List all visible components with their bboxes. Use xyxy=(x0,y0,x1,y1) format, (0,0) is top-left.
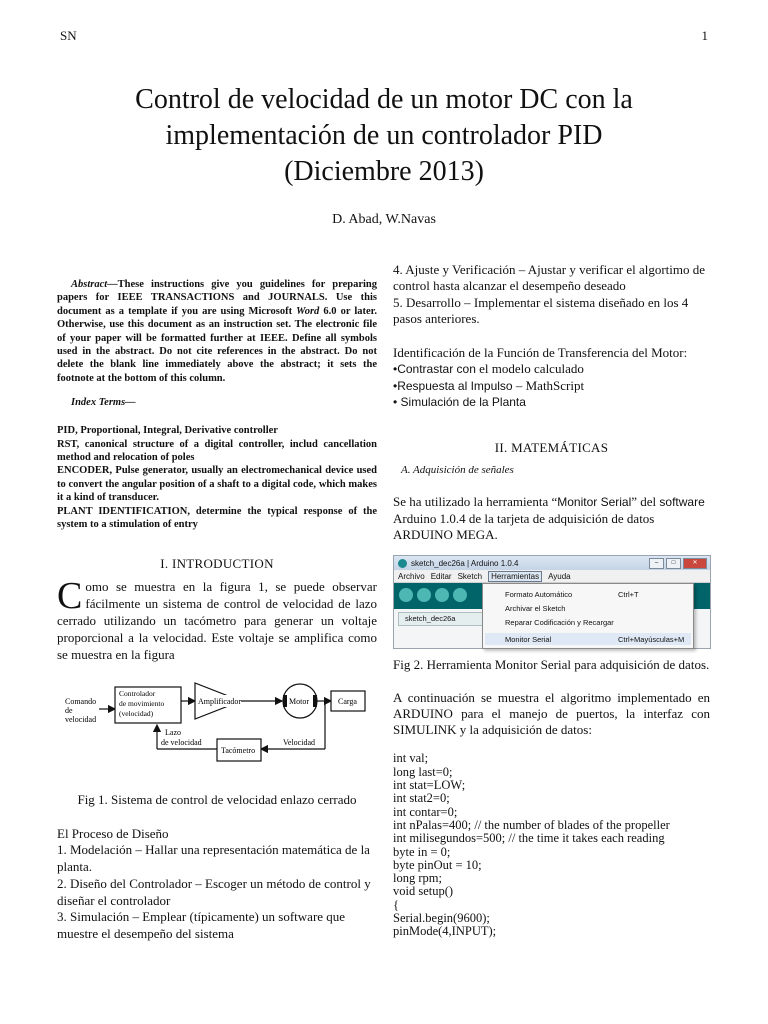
code-line: pinMode(4,INPUT); xyxy=(393,924,497,939)
code-listing xyxy=(393,752,710,938)
index-term: RST, canonical structure of a digital controller, includ cancellation method and relocation of poles xyxy=(57,438,377,464)
code-line: long last=0; xyxy=(393,764,453,779)
window-controls xyxy=(649,558,707,569)
identification-item: • Simulación de la Planta xyxy=(393,395,526,410)
code-line: byte in = 0; xyxy=(393,844,451,859)
section-heading-introduction: I. INTRODUCTION xyxy=(160,555,274,571)
minimize-icon: – xyxy=(649,558,664,569)
menu-herramientas: Herramientas xyxy=(488,571,542,582)
menu-sketch: Sketch xyxy=(457,571,483,581)
authors: D. Abad, W.Navas xyxy=(332,212,436,227)
code-line: int val; xyxy=(393,751,429,766)
page-number: 1 xyxy=(701,28,708,43)
code-line: int milisegundos=500; // the time it takes each reading xyxy=(393,831,665,846)
code-line: int stat2=0; xyxy=(393,791,450,806)
sketch-tab: sketch_dec26a xyxy=(398,612,484,626)
design-process-item: 1. Modelación – Hallar una representación matemática de la planta. xyxy=(57,842,370,875)
index-terms-label: Index Terms— xyxy=(71,397,136,409)
menu-ayuda: Ayuda xyxy=(548,571,571,581)
design-process-item: 3. Simulación – Emplear (típicamente) un software que muestre el desempeño del sistema xyxy=(57,909,346,942)
fig1-input-label-1: Comando xyxy=(65,696,97,706)
dropdown-shortcut: Ctrl+T xyxy=(618,590,639,600)
design-process-item: 2. Diseño del Controlador – Escoger un método de control y diseñar el controlador xyxy=(57,875,371,908)
dropdown-item-monitor-serial: Monitor Serial xyxy=(505,635,552,645)
running-header: SN xyxy=(60,28,77,43)
dropdown-shortcut: Ctrl+Mayúsculas+M xyxy=(618,635,685,645)
arduino-menu-bar xyxy=(394,570,710,583)
fig1-load-label: Carga xyxy=(338,696,357,706)
fig1-controller-label-1: Controlador xyxy=(119,688,156,698)
drop-cap: C xyxy=(57,574,83,617)
identification-list xyxy=(393,345,710,410)
design-step: 4. Ajuste y Verificación – Ajustar y verificar el algortimo de control hasta alcanzar el desempeño deseado xyxy=(393,262,706,294)
index-term: PLANT IDENTIFICATION, determine the typical response of the system to a stimulation of entry xyxy=(57,505,377,531)
figure-2-caption: Fig 2. Herramienta Monitor Serial para adquisición de datos. xyxy=(393,657,710,673)
section-heading-matematicas: II. MATEMÁTICAS xyxy=(494,440,609,456)
verify-icon xyxy=(399,588,413,602)
right-column xyxy=(393,262,710,939)
menu-editar: Editar xyxy=(430,571,452,581)
dropdown-item: Reparar Codificación y Recargar xyxy=(505,618,614,628)
open-icon xyxy=(453,588,467,602)
arduino-window-title: sketch_dec26a | Arduino 1.0.4 xyxy=(411,558,519,568)
index-terms xyxy=(57,424,377,531)
code-line: byte pinOut = 10; xyxy=(393,857,482,872)
identification-item: •Contrastar con el modelo calculado xyxy=(393,361,584,377)
code-line: int stat=LOW; xyxy=(393,778,466,793)
fig1-motor-label: Motor xyxy=(289,696,309,706)
title-line: implementación de un controlador PID xyxy=(165,120,603,151)
code-line: int nPalas=400; // the number of blades of the propeller xyxy=(393,817,670,832)
code-line: void setup() xyxy=(393,884,454,899)
figure-1-diagram xyxy=(57,677,377,786)
code-line: int contar=0; xyxy=(393,804,458,819)
abstract: Abstract—These instructions give you guidelines for preparing papers for IEEE TRANSACTIONS and JOURNALS. Use this document as a template if you are using Microsoft Word 6.0 or later. Otherwise, use this document as an instruction set. The electronic file of your paper will be formatted further at IEEE. Define all symbols used in the abstract. Do not cite references in the abstract. Do not delete the blank line immediately above the abstract; it sets the footnote at the bottom of this column. xyxy=(57,279,377,384)
fig1-controller-label-3: (velocidad) xyxy=(119,708,154,718)
herramientas-dropdown xyxy=(482,583,694,649)
fig1-input-label-3: velocidad xyxy=(65,714,97,724)
title-line: (Diciembre 2013) xyxy=(284,156,484,187)
fig1-loop-label-1: Lazo xyxy=(165,727,181,737)
title-line: Control de velocidad de un motor DC con la xyxy=(135,84,633,115)
subsection-heading: A. Adquisición de señales xyxy=(401,464,514,477)
code-line: long rpm; xyxy=(393,871,442,886)
acquisition-paragraph: Se ha utilizado la herramienta “Monitor Serial” del software Arduino 1.0.4 de la tarjeta de adquisición de datos ARDUINO MEGA. xyxy=(393,494,705,542)
menu-archivo: Archivo xyxy=(398,571,425,581)
fig1-controller-label-2: de movimiento xyxy=(119,698,165,708)
upload-icon xyxy=(417,588,431,602)
fig1-tachometer-label: Tacómetro xyxy=(221,745,256,755)
code-line: Serial.begin(9600); xyxy=(393,911,490,926)
fig1-input-label-2: de xyxy=(65,705,73,715)
left-column xyxy=(57,278,377,943)
identification-title: Identificación de la Función de Transferencia del Motor: xyxy=(393,345,688,361)
maximize-icon: □ xyxy=(666,558,681,569)
dropdown-item: Formato Automático xyxy=(505,590,573,600)
code-line: { xyxy=(393,897,399,912)
fig1-amplifier-label: Amplificador xyxy=(198,696,242,706)
new-icon xyxy=(435,588,449,602)
design-process xyxy=(57,826,377,944)
algorithm-intro: A continuación se muestra el algoritmo implementado en ARDUINO para el manejo de puertos, la interfaz con SIMULINK y la adquisición de datos: xyxy=(393,689,710,738)
introduction-paragraph: Como se muestra en la figura 1, se puede observar fácilmente un sistema de control de velocidad de lazo cerrado utilizando un tacómetro para generar un voltaje proporcional a la velocidad. Este voltaje se amplifica como se muestra en la figura xyxy=(57,574,377,662)
design-step: 5. Desarrollo – Implementar el sistema diseñado en los 4 pasos anteriores. xyxy=(393,294,689,326)
arduino-ide-screenshot xyxy=(393,555,711,649)
dropdown-item: Archivar el Sketch xyxy=(505,604,566,614)
arduino-logo-icon xyxy=(398,559,407,568)
fig1-loop-label-2: de velocidad xyxy=(161,737,202,747)
close-icon: ✕ xyxy=(683,558,707,569)
figure-1-caption: Fig 1. Sistema de control de velocidad enlazo cerrado xyxy=(77,791,357,807)
identification-item: •Respuesta al Impulso – MathScript xyxy=(393,377,585,393)
index-term: ENCODER, Pulse generator, usually an electromechanical device used to convert the angular position of a shaft to a digital code, which makes it a kind of transducer. xyxy=(57,465,377,504)
index-term: PID, Proportional, Integral, Derivative controller xyxy=(57,425,278,437)
design-process-title: El Proceso de Diseño xyxy=(57,825,169,841)
fig1-feedback-label: Velocidad xyxy=(283,737,315,747)
abstract-label: Abstract xyxy=(71,279,108,290)
design-steps-continued xyxy=(393,262,710,327)
paper-title xyxy=(60,82,708,190)
